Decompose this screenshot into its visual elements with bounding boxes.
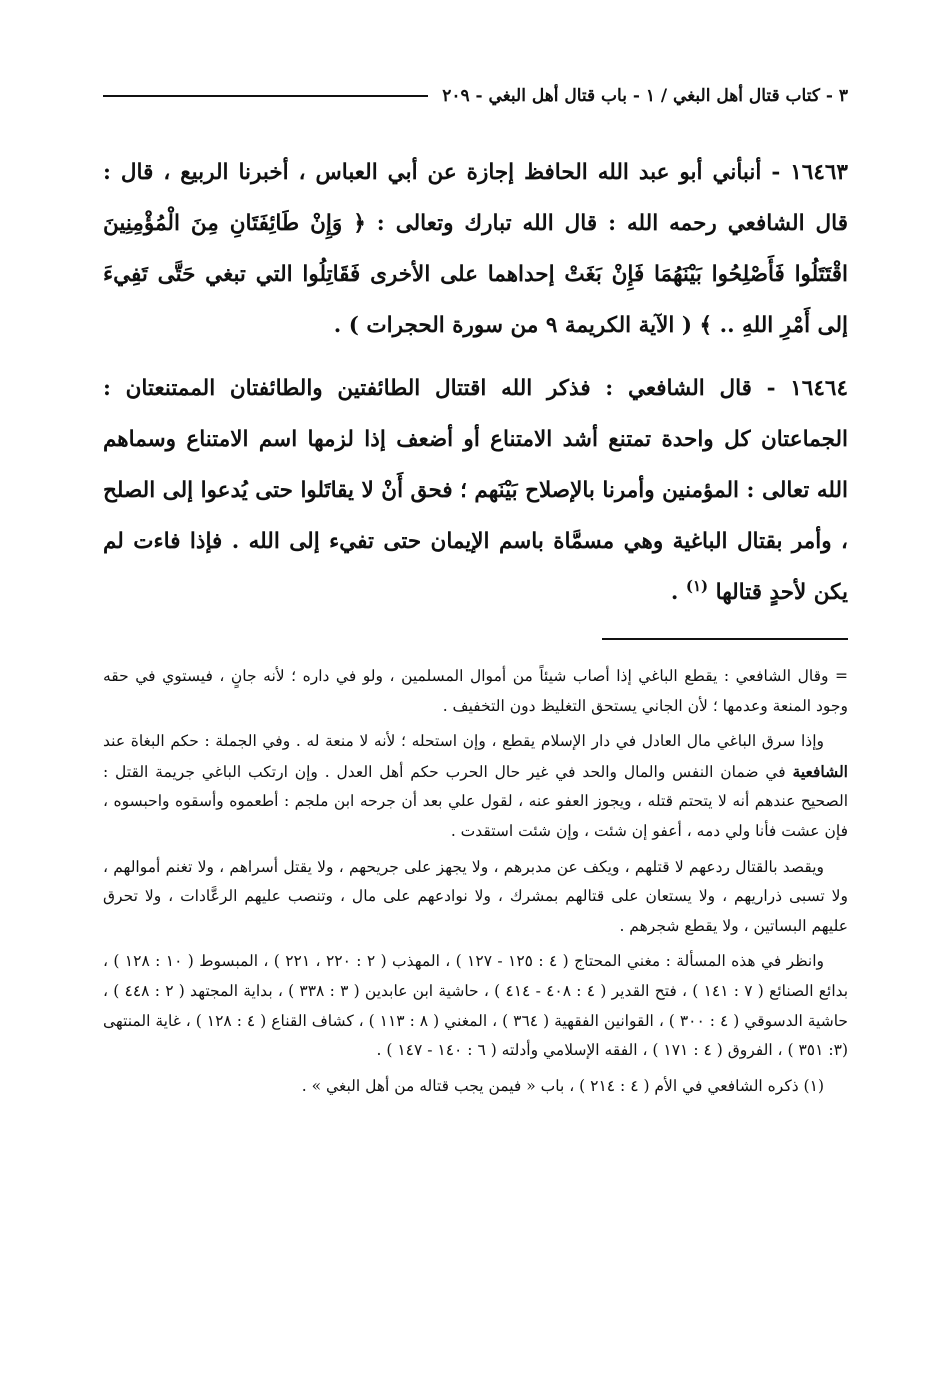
- footnote-marker: (١): [685, 576, 709, 595]
- quran-verse: ﴿ وَإِنْ طَائِفَتَانِ مِنَ الْمُؤْمِنِينَ اقْتَتَلُوا فَأَصْلِحُوا بَيْنَهُمَا فَإِنْ بَغَتْ إحداهما على الأخرى فَقَاتِلُوا التي تبغي حَتَّى تَفِيءَ إلى أَمْرِ اللهِ .. ﴾: [103, 211, 848, 338]
- verse-reference: ( الآية الكريمة ٩ من سورة الحجرات ) .: [333, 313, 693, 338]
- hadith-number: ١٦٤٦٣: [790, 160, 848, 185]
- footnote-text: في ضمان النفس والمال والحد في غير حال الحرب حكم أهل العدل . وإن ارتكب الباغي جريمة القتل : الصحيح عندهم أنه لا يتحتم قتله ، ويجوز العفو عنه ، لقول علي بعد أن جرحه ابن ملجم : أطعموه وأسقوه واحبسوه ، فإن عشت فأنا ولي دمه ، أعفو إن شئت ، وإن شئت استقدت .: [103, 762, 848, 840]
- paragraph-16464: [103, 363, 848, 618]
- footnote-emphasis: الشافعية: [792, 761, 848, 781]
- footnote-1: (١) ذكره الشافعي في الأم ( ٤ : ٢١٤ ) ، باب « فيمن يجب قتاله من أهل البغي » .: [301, 1076, 824, 1095]
- footnote-continued: = وقال الشافعي : يقطع الباغي إذا أصاب شيئاً من أموال المسلمين ، ولو في داره ؛ لأنه جانٍ ، فيستوي في حقه وجود المنعة وعدمها ؛ لأن الجاني يستحق التغليظ دون التخفيف .: [103, 667, 848, 715]
- paragraph-16463: [103, 147, 848, 351]
- running-head: [103, 86, 848, 106]
- footnote-separator: [602, 638, 848, 640]
- footnote-references: وانظر في هذه المسألة : مغني المحتاج ( ٤ : ١٢٥ - ١٢٧ ) ، المهذب ( ٢ : ٢٢٠ ، ٢٢١ ) ، المبسوط ( ١٠ : ١٢٨ ) ، بدائع الصنائع ( ٧ : ١٤١ ) ، فتح القدير ( ٤ : ٤٠٨ - ٤١٤ ) ، حاشية ابن عابدين ( ٣ : ٣٣٨ ) ، بداية المجتهد ( ٢ : ٤٤٨ ) ، حاشية الدسوقي ( ٤ : ٣٠٠ ) ، القوانين الفقهية ( ٣٦٤ ) ، المغني ( ٨ : ١١٣ ) ، كشاف القناع ( ٤ : ١٢٨ ) ، غاية المنتهى (٣: ٣٥١ ) ، الفروق ( ٤ : ١٧١ ) ، الفقه الإسلامي وأدلته ( ٦ : ١٤٠ - ١٤٧ ) .: [103, 952, 849, 1060]
- footnote-paragraph: [103, 727, 848, 846]
- main-text: [103, 147, 848, 618]
- running-head-text: ٣ - كتاب قتال أهل البغي / ١ - باب قتال أهل البغي - ٢٠٩: [442, 86, 848, 106]
- paragraph-text: - أنبأني أبو عبد الله الحافظ إجازة عن أبي العباس ، أخبرنا الربيع ، قال : قال الشافعي رحمه الله : قال الله تبارك وتعالى :: [103, 160, 848, 236]
- footnotes: [103, 662, 848, 1107]
- footnote-paragraph: ويقصد بالقتال ردعهم لا قتلهم ، ويكف عن مدبرهم ، ولا يجهز على جريحهم ، ولا يقتل أسراهم ، ولا تغنم أموالهم ، ولا تسبى ذراريهم ، ولا يستعان على قتالهم بمشرك ، ولا نوادعهم على مال ، وتنصب عليهم الرعَّادات ، ولا تحرق عليهم البساتين ، ولا يقطع شجرهم .: [103, 857, 848, 935]
- paragraph-end: .: [670, 580, 679, 605]
- running-head-rule: [103, 95, 428, 97]
- paragraph-text: - قال الشافعي : فذكر الله اقتتال الطائفتين والطائفتان الممتنعتان : الجماعتان كل واحدة تمتنع أشد الامتناع أو أضعف إذا لزمها اسم الامتناع وسماهم الله تعالى : المؤمنين وأمرنا بالإصلاح بَيْنَهم ؛ فحق أَنْ لا يقاتَلوا حتى يُدعوا إلى الصلح ، وأمر بقتال الباغية وهي مسمَّاة باسم الإيمان حتى تفيء إلى الله . فإذا فاءت لم يكن لأحدٍ قتالها: [103, 376, 848, 605]
- hadith-number: ١٦٤٦٤: [790, 376, 848, 401]
- footnote-text: وإذا سرق الباغي مال العادل في دار الإسلام يقطع ، وإن استحله ؛ لأنه لا منعة له . وفي الجملة : حكم البغاة عند: [103, 732, 824, 751]
